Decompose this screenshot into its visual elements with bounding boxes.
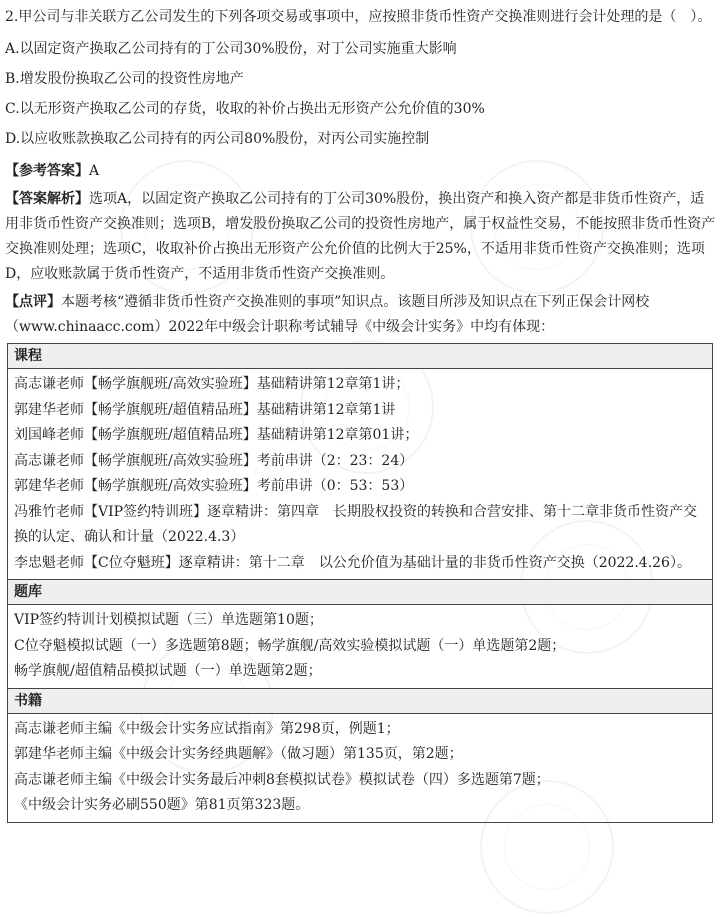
option-d: D.以应收账款换取乙公司持有的丙公司80%股份，对丙公司实施控制 (5, 131, 430, 147)
analysis-paragraph (5, 187, 716, 287)
book-item: 高志谦老师主编《中级会计实务最后冲刺8套模拟试卷》模拟试卷（四）多选题第7题； (14, 771, 550, 788)
question-bank-list (8, 605, 713, 689)
comment-paragraph (5, 290, 716, 340)
question-bank-heading: 题库 (8, 580, 713, 605)
question-bank-item: VIP签约特训计划模拟试题（三）单选题第10题； (14, 612, 323, 628)
question-document (5, 4, 716, 823)
book-item: 郭建华老师主编《中级会计实务经典题解》（做习题）第135页，第2题； (14, 746, 463, 762)
answer-value: A (89, 163, 100, 179)
course-item: 冯雅竹老师【VIP签约特训班】逐章精讲：第四章 长期股权投资的转换和合营安排、第十二章非货币性资产交换的认定、确认和计量（2022.4.3） (14, 503, 698, 545)
books-heading: 书籍 (8, 688, 713, 713)
option-a: A.以固定资产换取乙公司持有的丁公司30%股份，对丁公司实施重大影响 (5, 41, 457, 57)
course-item: 高志谦老师【畅学旗舰班/高效实验班】基础精讲第12章第1讲； (14, 376, 410, 392)
answer-label: 【参考答案】 (5, 163, 89, 179)
option-c: C.以无形资产换取乙公司的存货，收取的补价占换出无形资产公允价值的30% (5, 101, 485, 117)
option-b: B.增发股份换取乙公司的投资性房地产 (5, 71, 244, 87)
course-list (8, 369, 713, 580)
course-item: 刘国峰老师【畅学旗舰班/超值精品班】基础精讲第12章第01讲； (14, 427, 419, 443)
resource-table (7, 343, 713, 823)
question-bank-item: 畅学旗舰/超值精品模拟试题（一）单选题第2题； (14, 663, 322, 679)
book-item: 高志谦老师主编《中级会计实务应试指南》第298页，例题1； (14, 720, 400, 737)
course-item: 高志谦老师【畅学旗舰班/高效实验班】考前串讲（2：23：24） (14, 452, 414, 469)
comment-label: 【点评】 (5, 294, 61, 310)
question-stem: 2.甲公司与非关联方乙公司发生的下列各项交易或事项中，应按照非货币性资产交换准则进行会计处理的是（ ）。 (5, 9, 712, 25)
question-bank-item: C位夺魁模拟试题（一）多选题第8题；畅学旗舰/高效实验模拟试题（一）单选题第2题； (14, 637, 566, 654)
comment-text: 本题考核“遵循非货币性资产交换准则的事项”知识点。该题目所涉及知识点在下列正保会计网校（www.chinaacc.com）2022年中级会计职称考试辅导《中级会计实务》中均有体现： (5, 294, 650, 335)
book-item: 《中级会计实务必刷550题》第81页第323题。 (14, 797, 310, 813)
books-list (8, 713, 713, 822)
answer-line (5, 159, 716, 184)
course-item: 郭建华老师【畅学旗舰班/高效实验班】考前串讲（0：53：53） (14, 478, 414, 494)
course-heading: 课程 (8, 344, 713, 369)
course-item: 李忠魁老师【C位夺魁班】逐章精讲：第十二章 以公允价值为基础计量的非货币性资产交换（2022.4.26）。 (14, 554, 691, 571)
analysis-label: 【答案解析】 (5, 191, 89, 207)
analysis-text: 选项A，以固定资产换取乙公司持有的丁公司30%股份，换出资产和换入资产都是非货币性资产，适用非货币性资产交换准则；选项B，增发股份换取乙公司的投资性房地产，属于权益性交易，不能按照非货币性资产交换准则处理；选项C，收取补价占换出无形资产公允价值的比例大于25%，不适用非货币性资产交换准则；选项D，应收账款属于货币性资产，不适用非货币性资产交换准则。 (5, 191, 716, 282)
course-item: 郭建华老师【畅学旗舰班/超值精品班】基础精讲第12章第1讲 (14, 401, 396, 418)
